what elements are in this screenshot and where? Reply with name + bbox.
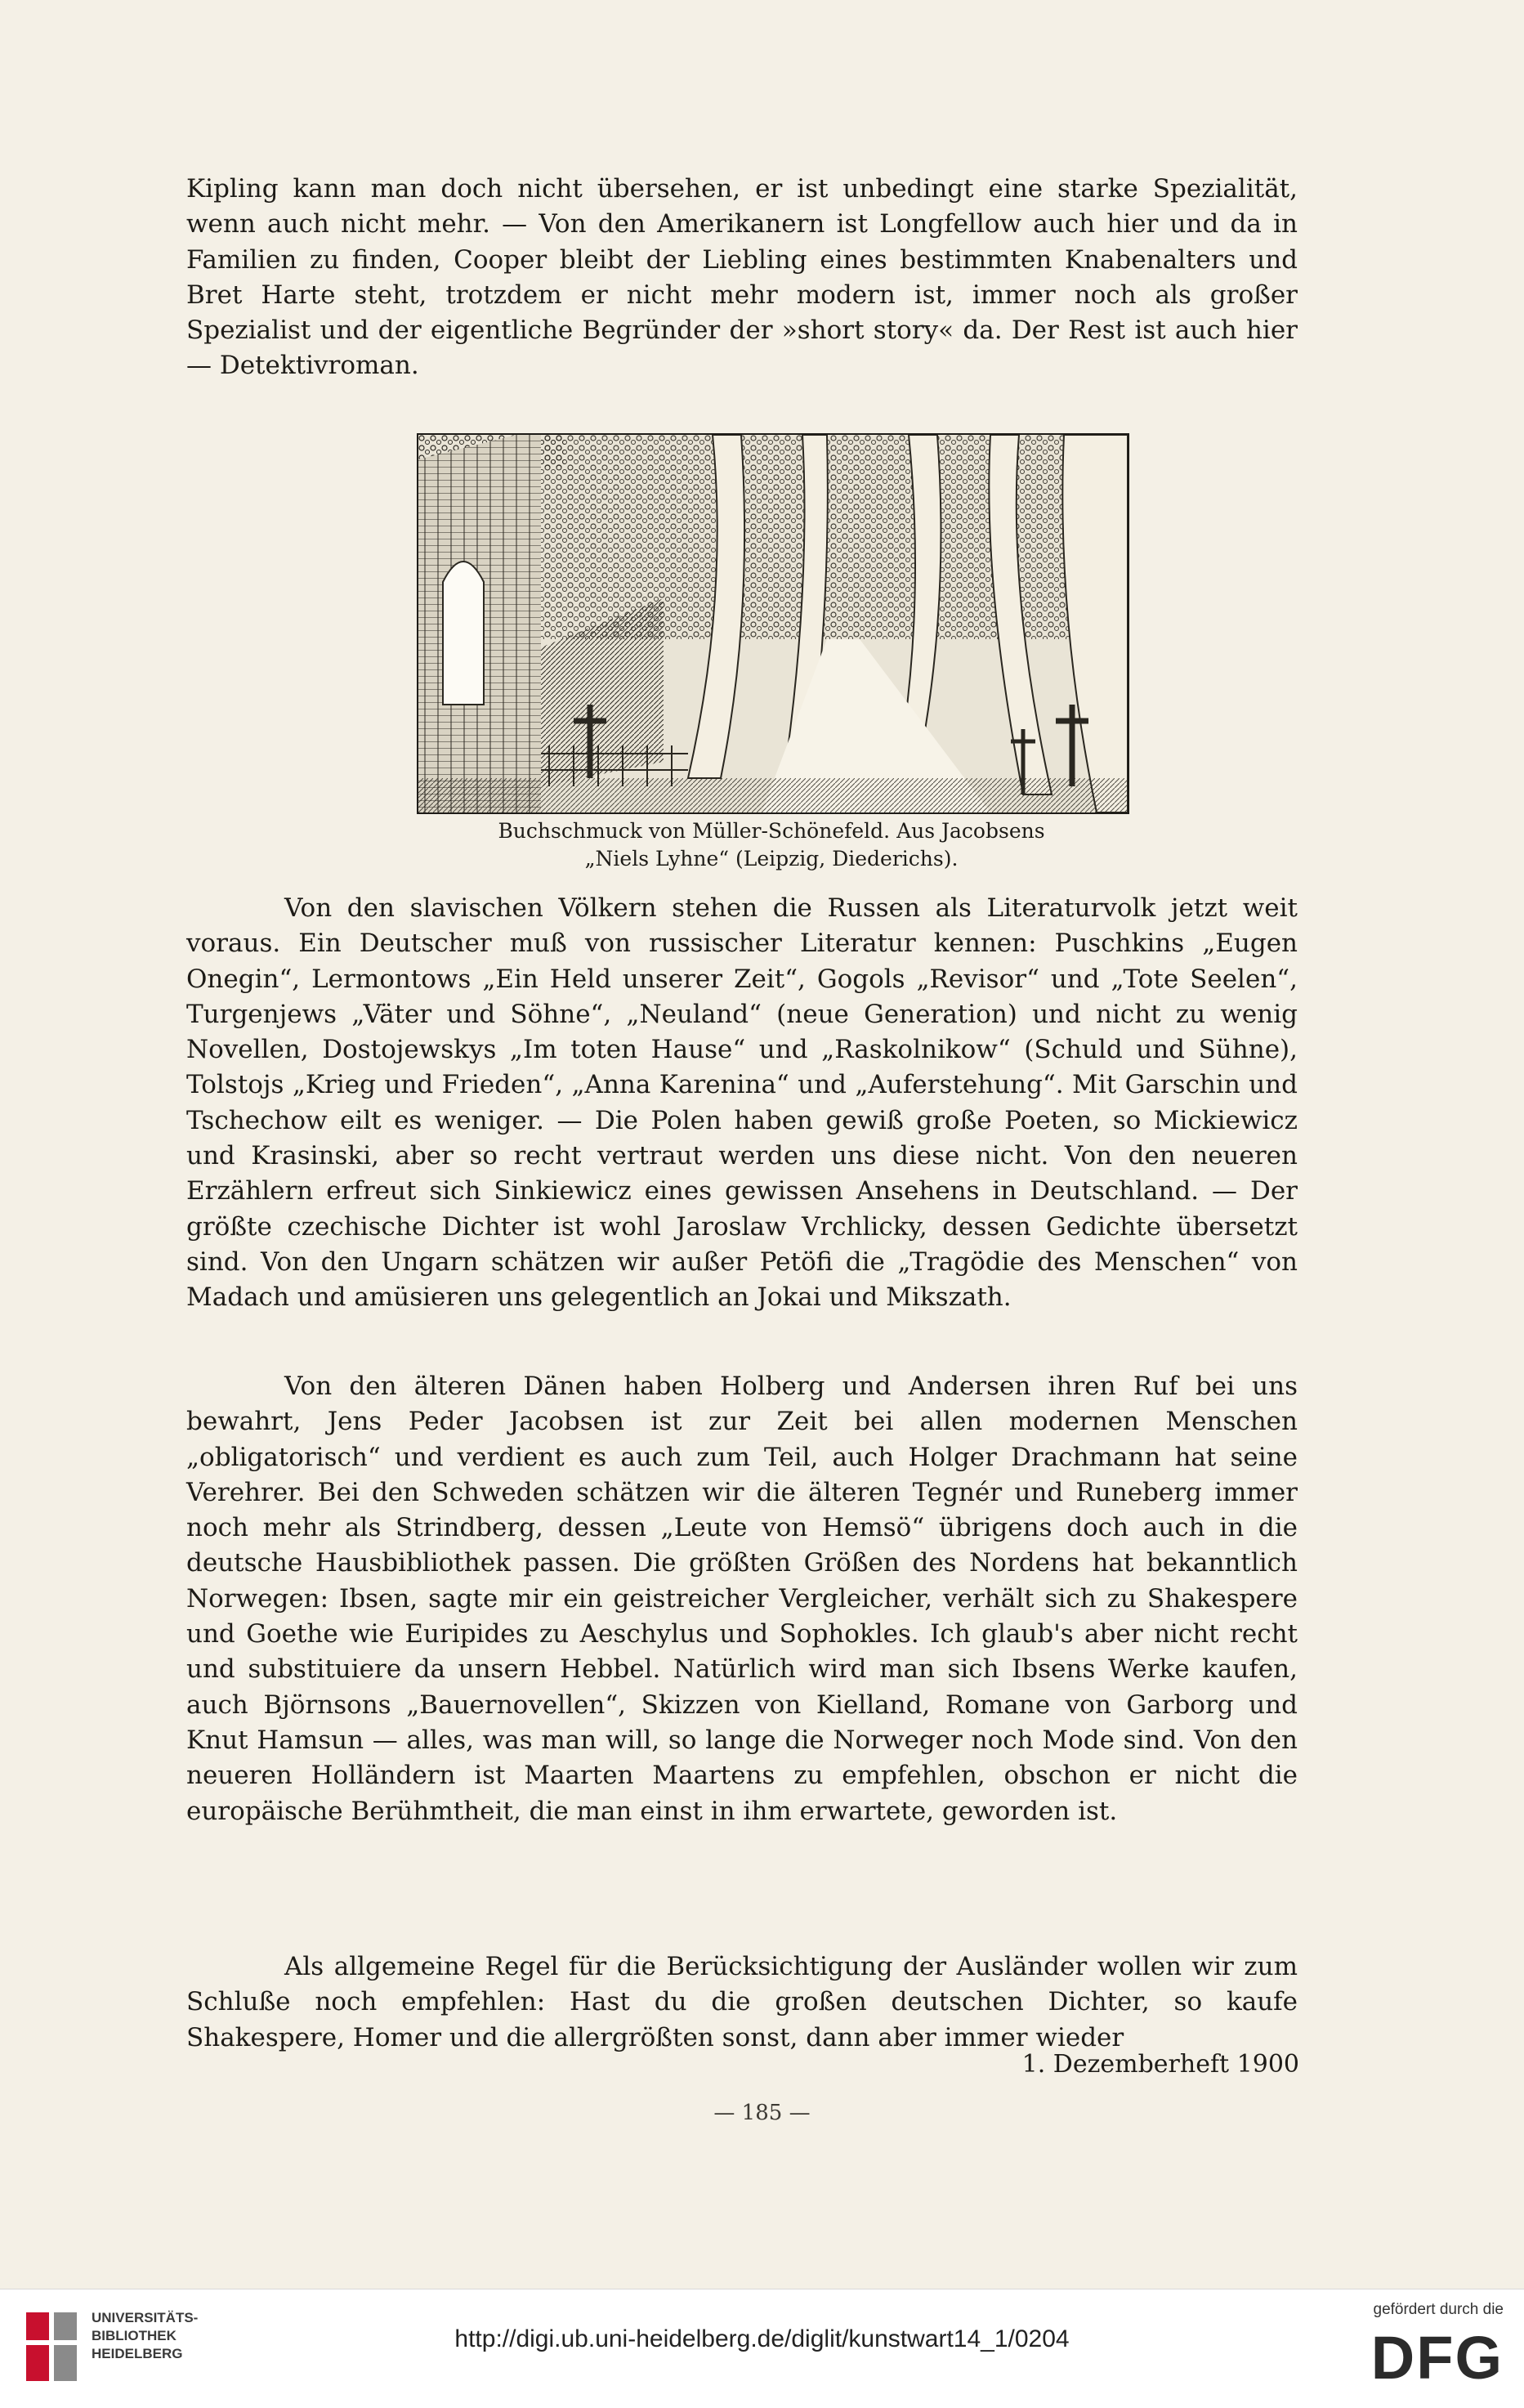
paragraph-slavic: Von den slavischen Völkern stehen die Russen als Literaturvolk jetzt weit voraus. Ein Deutscher muß von russischer Literatur kennen: Puschkins „Eugen Onegin“, Lermontows „Ein Held unserer Zeit“, Gogols „Revisor“ und „Tote Seelen“, Turgenjews „Väter und Söhne“, „Neuland“ (neue Generation) und nicht zu wenig Novellen, Dostojewskys „Im toten Hause“ und „Raskolnikow“ (Schuld und Sühne), Tolstojs „Krieg und Frieden“, „Anna Karenina“ und „Auferstehung“. Mit Garschin und Tschechow eilt es weniger. — Die Polen haben gewiß große Poeten, so Mickiewicz und Krasinski, aber so recht vertraut werden uns diese nicht. Von den neueren Erzählern erfreut sich Sinkiewicz eines gewissen Ansehens in Deutschland. — Der größte czechische Dichter ist wohl Jaroslaw Vrchlicky, dessen Gedichte übersetzt sind. Von den Ungarn schätzen wir außer Petöfi die „Tragödie des Menschen“ von Madach und amüsieren uns gelegentlich an Jokai und Mikszath. xyxy=(186,893,1298,1313)
library-name-line: BIBLIOTHEK xyxy=(92,2328,177,2343)
caption-line: Buchschmuck von Müller-Schönefeld. Aus Jacobsens xyxy=(498,819,1045,843)
library-name-line: HEIDELBERG xyxy=(92,2346,183,2361)
illustration-caption xyxy=(392,817,1151,873)
paragraph-kipling: Kipling kann man doch nicht übersehen, er ist unbedingt eine starke Spezialität, wenn auch nicht mehr. — Von den Amerikanern ist Longfellow auch hier und da in Familien zu finden, Cooper bleibt der Liebling eines bestimmten Knabenalters und Bret Harte steht, trotzdem er nicht mehr modern ist, immer noch als großer Spezialist und der eigentliche Begründer der »short story« da. Der Rest ist auch hier — Detektivroman. xyxy=(186,174,1298,381)
funded-by-label: gefördert durch die xyxy=(1373,2301,1504,2318)
churchyard-woodcut xyxy=(418,435,1128,812)
paragraph-rule: Als allgemeine Regel für die Berücksichtigung der Ausländer wollen wir zum Schluße noch empfehlen: Hast du die großen deutschen Dichter, so kaufe Shakespere, Homer und die allergrößten sonst, dann aber immer wieder xyxy=(186,1952,1298,2052)
digitization-footer xyxy=(0,2289,1524,2408)
permalink-url[interactable]: http://digi.ub.uni-heidelberg.de/diglit/kunstwart14_1/0204 xyxy=(454,2325,1070,2352)
paragraph-nordic: Von den älteren Dänen haben Holberg und Andersen ihren Ruf bei uns bewahrt, Jens Peder Jacobsen ist zur Zeit bei allen modernen Menschen „obligatorisch“ und verdient es auch zum Teil, auch Holger Drachmann hat seine Verehrer. Bei den Schweden schätzen wir die älteren Tegnér und Runeberg immer noch mehr als Strindberg, dessen „Leute von Hemsö“ übrigens doch auch in die deutsche Hausbibliothek passen. Die größten Größen des Nordens hat bekanntlich Norwegen: Ibsen, sagte mir ein geistreicher Vergleicher, verhält sich zu Shakespere und Goethe wie Euripides zu Aeschylus und Sophokles. Ich glaub's aber nicht recht und substituiere da unsern Hebbel. Natürlich wird man sich Ibsens Werke kaufen, auch Björnsons „Bauernovellen“, Skizzen von Kielland, Romane von Garborg und Knut Hamsun — alles, was man will, so lange die Norweger noch Mode sind. Von den neueren Holländern ist Maarten Maartens zu empfehlen, obschon er nicht die europäische Berühmtheit, die man einst in ihm erwartete, geworden ist. xyxy=(186,1372,1298,1826)
book-illustration xyxy=(417,433,1129,814)
library-name[interactable] xyxy=(92,2309,263,2363)
dfg-logo[interactable]: DFG xyxy=(1370,2324,1504,2392)
library-name-line: UNIVERSITÄTS- xyxy=(92,2310,199,2325)
caption-line: „Niels Lyhne“ (Leipzig, Diederichs). xyxy=(584,847,959,871)
page-number: — 185 — xyxy=(713,2101,811,2125)
university-library-logo-icon[interactable] xyxy=(23,2307,82,2386)
issue-dateline: 1. Dezemberheft 1900 xyxy=(1021,2050,1299,2079)
